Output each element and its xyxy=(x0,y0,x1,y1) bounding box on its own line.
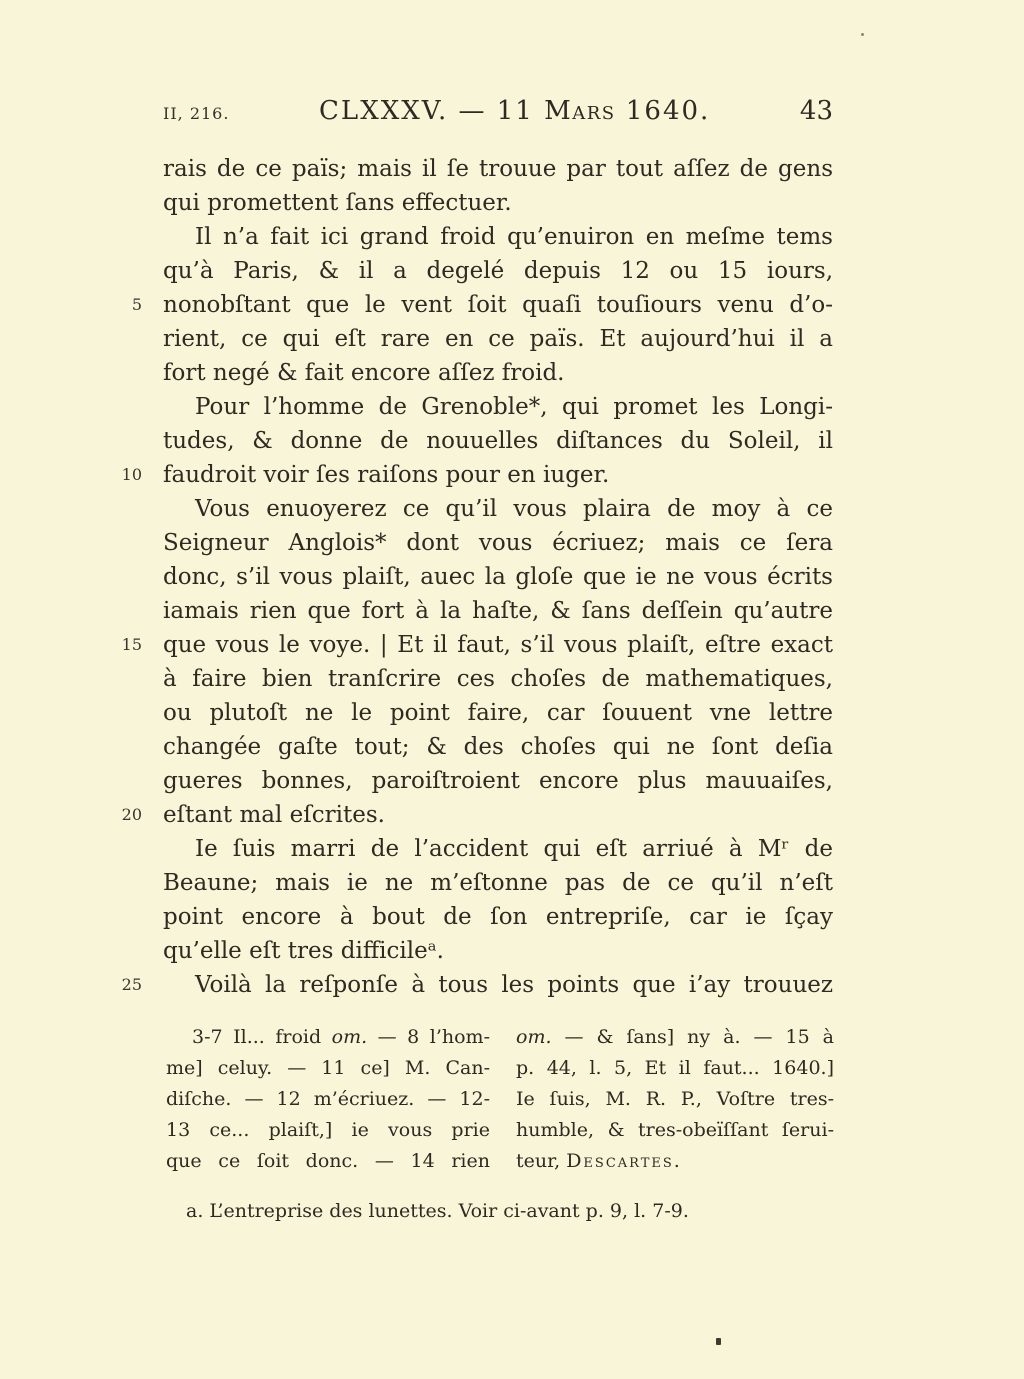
apparatus-line xyxy=(166,1146,490,1177)
line-number: 20 xyxy=(121,805,142,824)
apparatus-segment: 13 ce... plaiſt,] ie vous prie xyxy=(166,1119,490,1141)
scan-speck-top xyxy=(861,33,864,36)
text-line: Voilà la reſponſe à tous les points que i’ay trouuez xyxy=(195,972,833,998)
letter-year: 1640. xyxy=(615,96,711,126)
apparatus-segment: — & ſans] ny à. — 15 à xyxy=(551,1026,834,1048)
text-line: gueres bonnes, paroiſtroient encore plus mauuaiſes, xyxy=(163,768,833,794)
apparatus-segment: humble, & tres-obeïſſant ſerui- xyxy=(516,1119,834,1141)
letter-month: Mars xyxy=(544,96,616,126)
text-line: ou plutoſt ne le point faire, car ſouuent vne lettre xyxy=(163,700,833,726)
text-line: donc, s’il vous plaiſt, auec la gloſe que ie ne vous écrits xyxy=(163,564,833,590)
apparatus-line xyxy=(516,1053,834,1084)
footnote-label: a. xyxy=(186,1200,204,1222)
text-line: qui promettent ſans effectuer. xyxy=(163,190,512,216)
text-line: Ie ſuis marri de l’accident qui eſt arriué à Mʳ de xyxy=(195,836,833,862)
apparatus-segment: que ce ſoit donc. — 14 rien xyxy=(166,1150,490,1172)
apparatus-line xyxy=(166,1053,490,1084)
letter-body xyxy=(163,152,833,1002)
line-number: 25 xyxy=(121,975,142,994)
critical-apparatus xyxy=(166,1022,834,1177)
text-line: rais de ce païs; mais il ſe trouue par tout aſſez de gens xyxy=(163,156,833,182)
letter-number: CLXXXV. — 11 xyxy=(319,96,545,126)
text-line: Il n’a fait ici grand froid qu’enuiron en meſme tems xyxy=(195,224,833,250)
editor-footnote xyxy=(186,1196,826,1226)
apparatus-segment: p. 44, l. 5, Et il faut... 1640.] xyxy=(516,1057,834,1079)
text-line: changée gaſte tout; & des choſes qui ne ſont deſia xyxy=(163,734,833,760)
letter-heading xyxy=(319,96,710,126)
volume-page-reference: II, 216. xyxy=(163,104,230,123)
text-line: nonobſtant que le vent ſoit quaſi touſiours venu d’o- xyxy=(163,292,833,318)
footnote-text: L’entreprise des lunettes. Voir ci-avant p. 9, l. 7-9. xyxy=(209,1200,689,1222)
text-line: eſtant mal eſcrites. xyxy=(163,802,385,828)
apparatus-segment: om. xyxy=(331,1026,368,1048)
apparatus-segment: 3-7 Il... froid xyxy=(192,1026,332,1048)
text-line: à faire bien tranſcrire ces choſes de mathematiques, xyxy=(163,666,833,692)
running-header xyxy=(163,96,833,126)
text-line: qu’à Paris, & il a degelé depuis 12 ou 15 iours, xyxy=(163,258,833,284)
apparatus-line xyxy=(516,1084,834,1115)
text-line: faudroit voir ſes raiſons pour en iuger. xyxy=(163,462,610,488)
apparatus-segment: — 8 l’hom- xyxy=(367,1026,490,1048)
apparatus-line xyxy=(516,1115,834,1146)
apparatus-line xyxy=(166,1115,490,1146)
text-line: Pour l’homme de Grenoble*, qui promet les Longi- xyxy=(195,394,833,420)
apparatus-right-column xyxy=(516,1022,834,1177)
apparatus-segment: Ie ſuis, M. R. P., Voſtre tres- xyxy=(516,1088,834,1110)
apparatus-segment: me] celuy. — 11 ce] M. Can- xyxy=(166,1057,490,1079)
apparatus-line xyxy=(166,1084,490,1115)
apparatus-segment: diſche. — 12 m’écriuez. — 12- xyxy=(166,1088,490,1110)
page-number: 43 xyxy=(799,96,833,126)
line-number: 5 xyxy=(131,295,142,314)
text-line: que vous le voye. | Et il faut, s’il vous plaiſt, eſtre exact xyxy=(163,632,833,658)
apparatus-segment: om. xyxy=(516,1026,552,1048)
scan-speck-bottom xyxy=(716,1338,721,1345)
apparatus-line xyxy=(516,1146,834,1177)
line-number: 10 xyxy=(121,465,142,484)
apparatus-line xyxy=(516,1022,834,1053)
apparatus-segment: Descartes xyxy=(566,1150,674,1172)
text-line: qu’elle eſt tres difficileᵃ. xyxy=(163,938,444,964)
text-line: rient, ce qui eſt rare en ce païs. Et aujourd’hui il a xyxy=(163,326,833,352)
text-line: tudes, & donne de nouuelles diſtances du Soleil, il xyxy=(163,428,833,454)
text-line: point encore à bout de ſon entrepriſe, car ie ſçay xyxy=(163,904,833,930)
text-line: Beaune; mais ie ne m’eſtonne pas de ce qu’il n’eſt xyxy=(163,870,833,896)
text-line: Seigneur Anglois* dont vous écriuez; mais ce ſera xyxy=(163,530,833,556)
text-line: Vous enuoyerez ce qu’il vous plaira de moy à ce xyxy=(195,496,833,522)
text-line: iamais rien que fort à la haſte, & ſans deſſein qu’autre xyxy=(163,598,833,624)
apparatus-segment: teur, xyxy=(516,1150,567,1172)
apparatus-left-column xyxy=(166,1022,490,1177)
apparatus-segment: . xyxy=(673,1150,680,1172)
apparatus-line xyxy=(166,1022,490,1053)
line-number: 15 xyxy=(121,635,142,654)
text-line: fort negé & fait encore aſſez froid. xyxy=(163,360,565,386)
